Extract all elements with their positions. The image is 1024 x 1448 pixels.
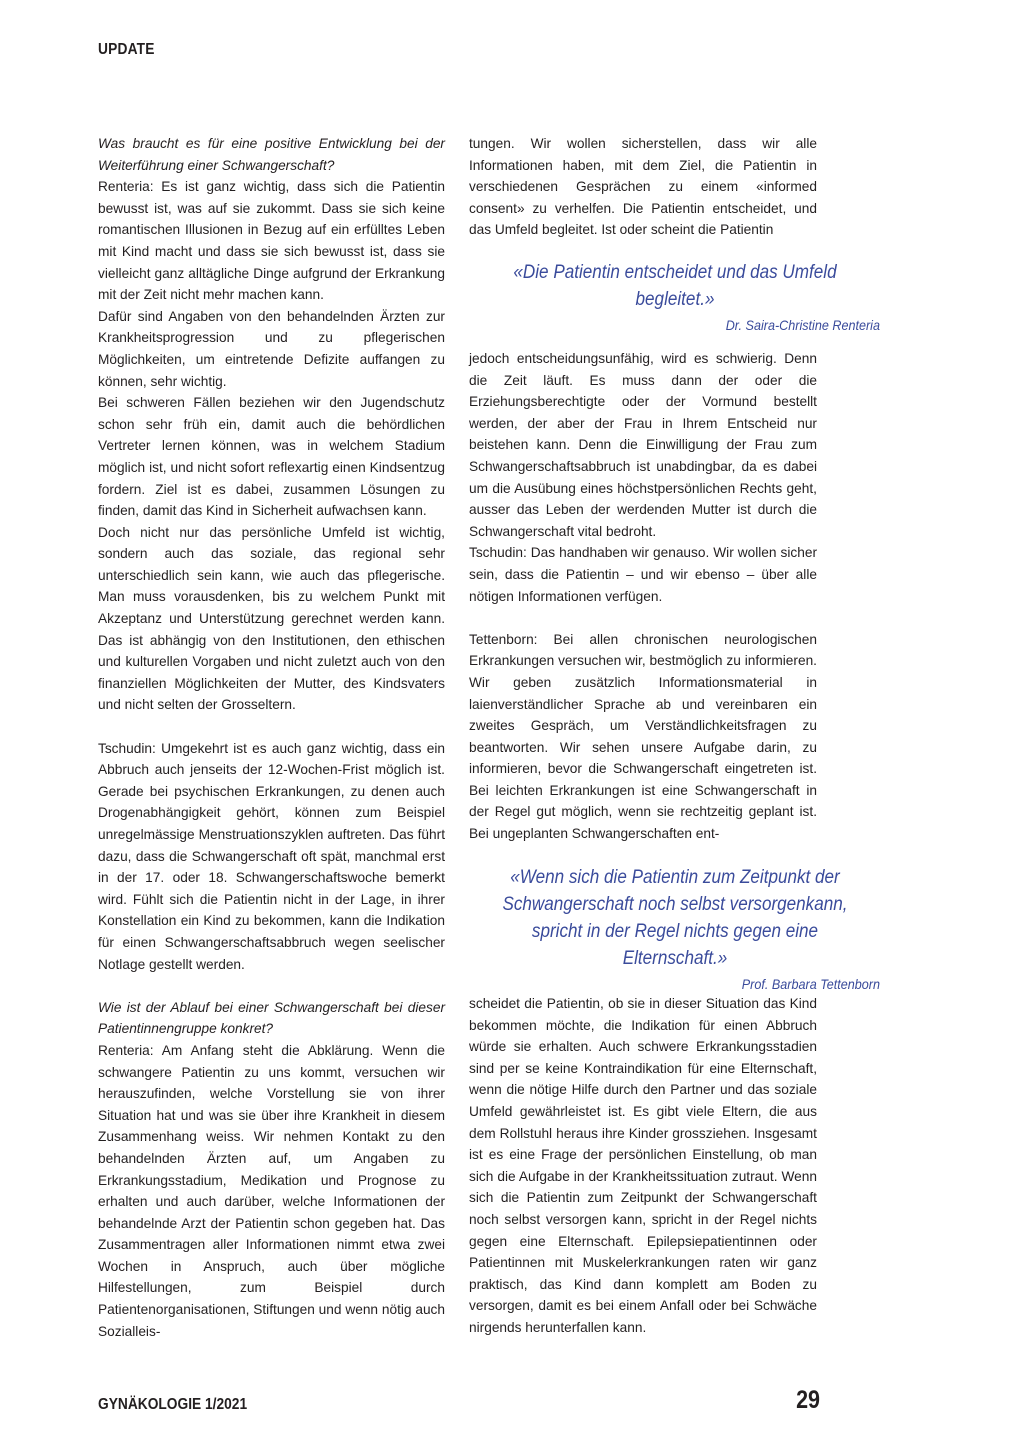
right-column-block-3 xyxy=(469,993,817,1339)
speaker-name: Renteria: xyxy=(98,179,154,195)
body-paragraph: jedoch entscheidungsunfähig, wird es schwierig. Denn die Zeit läuft. Es muss dann der oder die Erziehungsberechtigte oder der Vormund bestellt werden, der aber der Frau in Ihrem Entscheid nur beistehen kann. Denn die Einwilligung der Frau zum Schwangerschaftsabbruch ist unabdingbar, da es dabei um die Ausübung eines höchstpersönlichen Rechts geht, ausser das Leben der werdenden Mutter ist durch die Schwangerschaft vital bedroht. xyxy=(469,351,817,539)
speaker-name: Tettenborn: xyxy=(469,631,538,647)
interview-question: Wie ist der Ablauf bei einer Schwangerschaft bei dieser Patientinnengruppe konkret? xyxy=(98,999,445,1037)
interview-answer xyxy=(469,542,817,607)
interview-answer xyxy=(469,629,817,845)
speaker-name: Tschudin: xyxy=(98,740,156,756)
pull-quote-text: «Wenn sich die Patientin zum Zeitpunkt der Schwangerschaft noch selbst versorgenkann, spricht in der Regel nichts gegen eine Elternschaft.» xyxy=(502,867,848,969)
interview-answer xyxy=(98,1040,445,1342)
pull-quote-tettenborn xyxy=(470,864,880,994)
answer-text: Bei allen chronischen neurologischen Erkrankungen versuchen wir, bestmöglich zu informieren. Wir geben zusätzlich Informationsmaterial in laienverständlicher Sprache ab und vereinbaren ein zweites Gespräch, um Verständlichkeitsfragen zu beantworten. Wir sehen unsere Aufgabe darin, zu informieren, bevor die Schwangerschaft eingetreten ist. Bei leichten Erkrankungen ist eine Schwangerschaft in der Regel gut möglich, wenn sie rechtzeitig geplant ist. Bei ungeplanten Schwangerschaften ent- xyxy=(469,631,817,842)
pull-quote-renteria xyxy=(470,259,880,335)
paragraph-spacer xyxy=(98,975,445,997)
section-header: UPDATE xyxy=(98,41,155,58)
right-column-block-2 xyxy=(469,348,817,845)
body-paragraph: scheidet die Patientin, ob sie in dieser Situation das Kind bekommen möchte, die Indikation für einen Abbruch würde sie erhalten. Auch schwere Erkrankungsstadien sind per se keine Kontraindikation für eine Elternschaft, wenn die nötige Hilfe durch den Partner und das soziale Umfeld gewährleistet ist. Es gibt viele Eltern, die aus dem Rollstuhl heraus ihre Kinder grossziehen. Insgesamt ist es eine Frage der persönlichen Einstellung, ob man sich die Aufgabe in der Krankheitssituation zutraut. Wenn sich die Patientin zum Zeitpunkt der Schwangerschaft noch selbst versorgen kann, spricht in der Regel nichts gegen eine Elternschaft. Epilepsiepatientinnen oder Patientinnen mit Muskelerkrankungen raten wir ganz praktisch, das Kind dann komplett am Boden zu versorgen, damit es bei einem Anfall oder bei Schwäche nirgends herunterfallen kann. xyxy=(469,996,817,1335)
pull-quote-author: Dr. Saira-Christine Renteria xyxy=(725,317,880,333)
answer-text: Das handhaben wir genauso. Wir wollen sicher sein, dass die Patientin – und wir ebenso – über alle nötigen Informationen verfügen. xyxy=(469,545,817,604)
speaker-name: Renteria: xyxy=(98,1042,154,1058)
interview-question: Was braucht es für eine positive Entwicklung bei der Weiterführung einer Schwangerschaft? xyxy=(98,136,445,173)
paragraph-spacer xyxy=(469,607,817,629)
pull-quote-author: Prof. Barbara Tettenborn xyxy=(741,976,880,992)
interview-answer xyxy=(98,176,445,306)
answer-text: Am Anfang steht die Abklärung. Wenn die schwangere Patientin zu uns kommt, versuchen wir herauszufinden, welche Vorstellung sie von ihrer Situation hat und was sie über ihre Krankheit in diesem Zusammenhang weiss. Wir nehmen Kontakt zu den behandelnden Ärzten auf, um Angaben zu Erkrankungsstadium, Medikation und Prognose zu erhalten und auch darüber, welche Informationen der behandelnde Arzt der Patientin schon gegeben hat. Das Zusammentragen aller Informationen nimmt etwa zwei Wochen in Anspruch, auch über mögliche Hilfestellungen, zum Beispiel durch Patientenorganisationen, Stiftungen und wenn nötig auch Sozialleis- xyxy=(98,1042,446,1339)
answer-text: Es ist ganz wichtig, dass sich die Patientin bewusst ist, was auf sie zukommt. Dass sie sich keine romantischen Illusionen in Bezug auf ein erfülltes Leben mit Kind macht und dass sie sich bewusst ist, dass sie vielleicht ganz alltägliche Dinge aufgrund der Erkrankung mit der Zeit nicht mehr machen kann. xyxy=(98,179,445,303)
body-paragraph: Bei schweren Fällen beziehen wir den Jugendschutz schon sehr früh ein, damit auch die behördlichen Vertreter lernen können, was in welchem Stadium möglich ist, und nicht sofort reflexartig einen Kindsentzug fordern. Ziel ist es dabei, zusammen Lösungen zu finden, damit das Kind in Sicherheit aufwachsen kann. xyxy=(98,395,445,519)
pull-quote-text: «Die Patientin entscheidet und das Umfeld begleitet.» xyxy=(513,262,837,310)
interview-answer xyxy=(98,738,445,976)
paragraph-spacer xyxy=(98,716,445,738)
journal-name: GYNÄKOLOGIE 1/2021 xyxy=(98,1396,248,1413)
speaker-name: Tschudin: xyxy=(469,545,527,561)
body-paragraph: Doch nicht nur das persönliche Umfeld ist wichtig, sondern auch das soziale, das regional sehr unterschiedlich sein kann, wie auch das pflegerische. Man muss vorausdenken, bis zu welchem Punkt mit Akzeptanz und Unterstützung gerechnet werden kann. Das ist abhängig von den Institutionen, den ethischen und kulturellen Vorgaben und nicht zuletzt auch von den finanziellen Möglichkeiten der Mutter, des Kindsvaters und nicht selten der Grosseltern. xyxy=(98,524,445,713)
body-paragraph: tungen. Wir wollen sicherstellen, dass wir alle Informationen haben, mit dem Ziel, die Patientin in verschiedenen Gesprächen zu einem «informed consent» zu verhelfen. Die Patientin entscheidet, und das Umfeld begleitet. Ist oder scheint die Patientin xyxy=(469,136,817,238)
right-column-block-1 xyxy=(469,133,817,241)
left-column xyxy=(98,133,445,1342)
answer-text: Umgekehrt ist es auch ganz wichtig, dass ein Abbruch auch jenseits der 12-Wochen-Frist möglich ist. Gerade bei psychischen Erkrankungen, zu denen auch Drogenabhängigkeit gehört, können zum Beispiel unregelmässige Menstruationszyklen auftreten. Das führt dazu, dass die Schwangerschaft oft spät, manchmal erst in der 17. oder 18. Schwangerschaftswoche bemerkt wird. Fühlt sich die Patientin nicht in der Lage, in ihrer Konstellation ein Kind zu bekommen, kann die Indikation für einen Schwangerschaftsabbruch wegen seelischer Notlage gestellt werden. xyxy=(98,740,445,972)
page-number: 29 xyxy=(796,1386,820,1414)
body-paragraph: Dafür sind Angaben von den behandelnden Ärzten zur Krankheitsprogression und zu pflegerischen Möglichkeiten, um eintretende Defizite auffangen zu können, sehr wichtig. xyxy=(98,308,445,389)
